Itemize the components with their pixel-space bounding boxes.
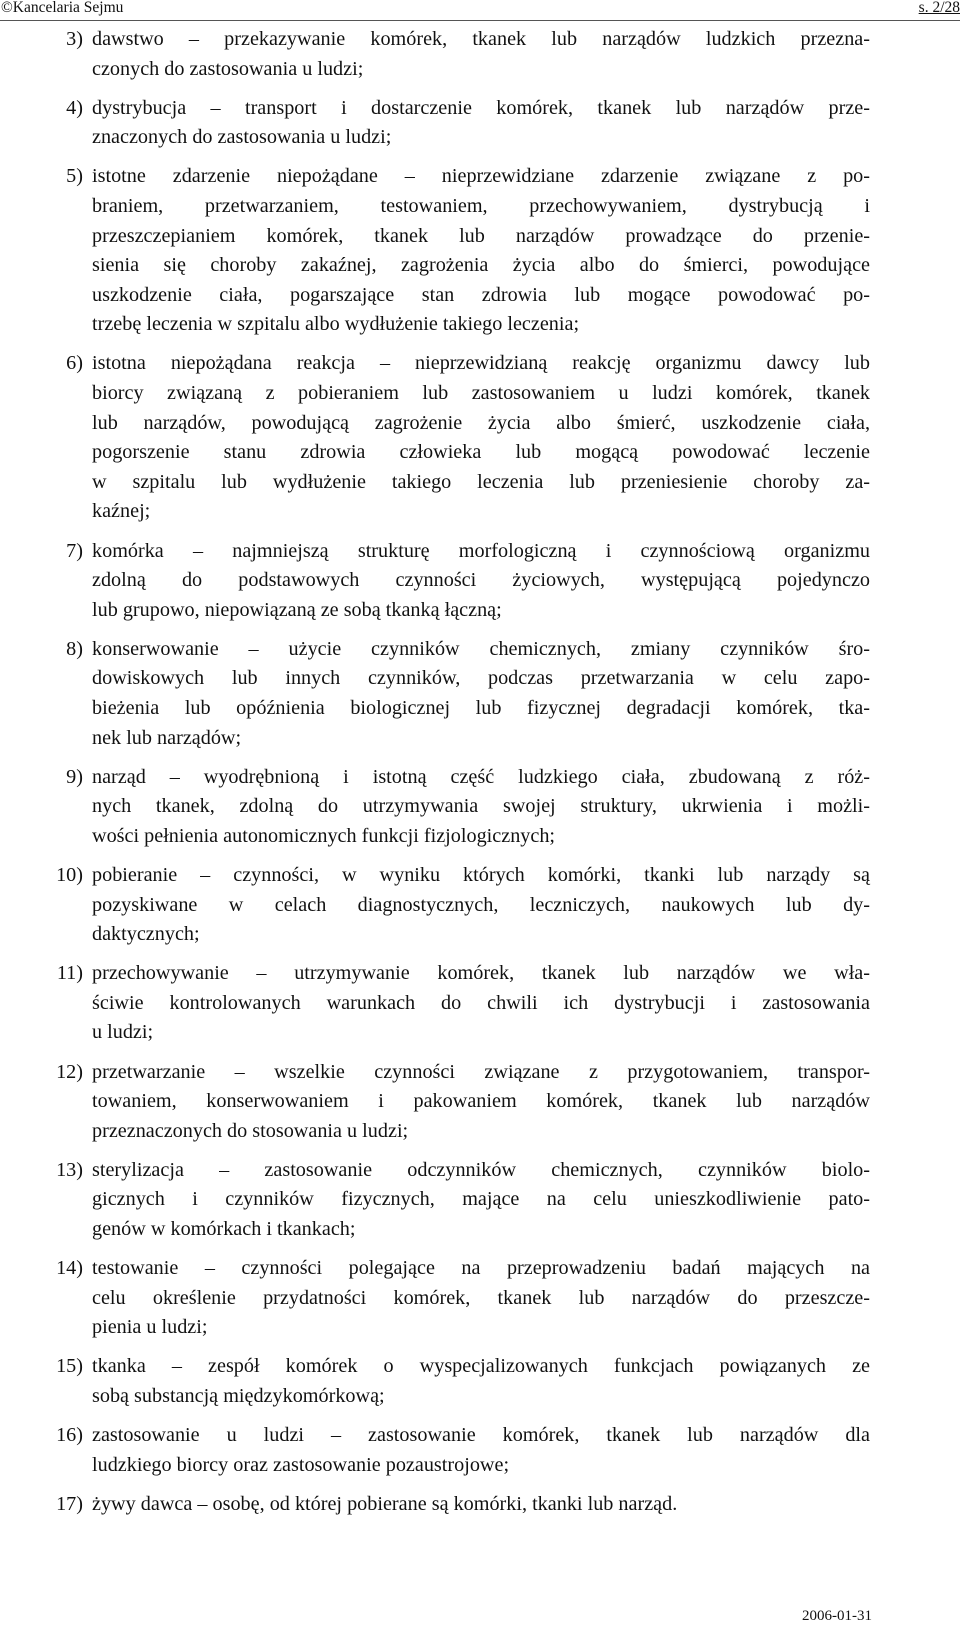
text-line: w szpitalu lub wydłużenie takiego leczenia lub przeniesienie choroby za- <box>92 470 870 493</box>
item-number: 5) <box>66 165 83 188</box>
text-line: sobą substancją międzykomórkową; <box>92 1384 385 1407</box>
definitions-list <box>0 23 960 1519</box>
text-line: pozyskiwane w celach diagnostycznych, leczniczych, naukowych lub dy- <box>92 893 870 916</box>
text-line: żywy dawca – osobę, od której pobierane są komórki, tkanki lub narząd. <box>92 1492 678 1515</box>
list-item <box>0 861 960 950</box>
item-number: 15) <box>56 1355 83 1378</box>
item-text <box>92 162 870 340</box>
text-line: gicznych i czynników fizycznych, mające na celu unieszkodliwienie pato- <box>92 1188 870 1211</box>
item-text <box>92 635 870 753</box>
document-date: 2006-01-31 <box>802 1608 872 1624</box>
text-line: dawstwo – przekazywanie komórek, tkanek lub narządów ludzkich przezna- <box>92 28 870 50</box>
item-text <box>92 861 870 950</box>
text-line: tkanka – zespół komórek o wyspecjalizowanych funkcjach powiązanych ze <box>92 1355 870 1378</box>
text-line: braniem, przetwarzaniem, testowaniem, przechowywaniem, dystrybucją i <box>92 194 870 217</box>
text-line: konserwowanie – użycie czynników chemicznych, zmiany czynników śro- <box>92 637 870 660</box>
text-line: przeszczepianiem komórek, tkanek lub narządów prowadzące do przenie- <box>92 224 870 247</box>
list-item <box>0 635 960 753</box>
text-line: pogorszenie stanu zdrowia człowieka lub mogącą powodować leczenie <box>92 441 870 464</box>
text-line: czonych do zastosowania u ludzi; <box>92 57 364 80</box>
item-text <box>92 959 870 1048</box>
text-line: biorcy związaną z pobieraniem lub zastosowaniem u ludzi komórek, tkanek <box>92 382 870 405</box>
list-item <box>0 94 960 153</box>
text-line: przechowywanie – utrzymywanie komórek, tkanek lub narządów we wła- <box>92 962 870 985</box>
text-line: nych tkanek, zdolną do utrzymywania swojej struktury, ukrwienia i możli- <box>92 795 870 818</box>
list-item <box>0 537 960 626</box>
item-number: 16) <box>56 1424 83 1447</box>
text-line: dystrybucja – transport i dostarczenie komórek, tkanek lub narządów prze- <box>92 96 870 119</box>
page-number <box>919 0 960 16</box>
list-item <box>0 1352 960 1411</box>
text-line: komórka – najmniejszą strukturę morfologiczną i czynnościową organizmu <box>92 539 870 562</box>
item-number: 11) <box>56 962 83 985</box>
text-line: uszkodzenie ciała, pogarszające stan zdrowia lub mogące powodować po- <box>92 283 870 306</box>
text-line: przetwarzanie – wszelkie czynności związane z przygotowaniem, transpor- <box>92 1060 870 1083</box>
text-line: ściwie kontrolowanych warunkach do chwili ich dystrybucji i zastosowania <box>92 991 870 1014</box>
list-item <box>0 1156 960 1245</box>
text-line: istotne zdarzenie niepożądane – nieprzewidziane zdarzenie związane z po- <box>92 165 870 188</box>
text-line: przeznaczonych do stosowania u ludzi; <box>92 1119 409 1142</box>
text-line: narząd – wyodrębnioną i istotną część ludzkiego ciała, zbudowaną z róż- <box>92 765 870 788</box>
text-line: pienia u ludzi; <box>92 1316 208 1339</box>
item-number: 7) <box>66 539 83 562</box>
item-number: 10) <box>56 863 83 886</box>
text-line: zdolną do podstawowych czynności życiowych, występującą pojedynczo <box>92 569 870 592</box>
text-line: lub grupowo, niepowiązaną ze sobą tkanką łączną; <box>92 598 502 621</box>
list-item <box>0 1254 960 1343</box>
item-text <box>92 1490 870 1520</box>
item-text <box>92 1156 870 1245</box>
item-text <box>92 94 870 153</box>
list-item <box>0 1421 960 1480</box>
text-line: genów w komórkach i tkankach; <box>92 1217 356 1240</box>
item-text <box>92 349 870 527</box>
copyright-label: ©Kancelaria Sejmu <box>1 0 124 16</box>
page-header <box>0 0 960 21</box>
item-number: 17) <box>56 1492 83 1515</box>
item-number: 14) <box>56 1257 83 1280</box>
text-line: wości pełnienia autonomicznych funkcji fizjologicznych; <box>92 824 556 847</box>
list-item <box>0 349 960 527</box>
text-line: dowiskowych lub innych czynników, podczas przetwarzania w celu zapo- <box>92 667 870 690</box>
text-line: nek lub narządów; <box>92 726 242 749</box>
item-number: 3) <box>66 28 83 50</box>
list-item <box>0 1490 960 1520</box>
text-line: u ludzi; <box>92 1021 154 1044</box>
list-item <box>0 1058 960 1147</box>
list-item <box>0 959 960 1048</box>
item-number: 9) <box>66 765 83 788</box>
text-line: pobieranie – czynności, w wyniku których komórki, tkanki lub narządy są <box>92 863 870 886</box>
list-item <box>0 25 960 84</box>
item-text <box>92 763 870 852</box>
item-text <box>92 537 870 626</box>
text-line: trzebę leczenia w szpitalu albo wydłużenie takiego leczenia; <box>92 313 580 336</box>
text-line: kaźnej; <box>92 500 151 523</box>
list-item <box>0 162 960 340</box>
item-number: 8) <box>66 637 83 660</box>
text-line: testowanie – czynności polegające na przeprowadzeniu badań mających na <box>92 1257 870 1280</box>
list-item <box>0 763 960 852</box>
text-line: towaniem, konserwowaniem i pakowaniem komórek, tkanek lub narządów <box>92 1090 870 1113</box>
item-number: 4) <box>66 96 83 119</box>
item-number: 6) <box>66 352 83 375</box>
text-line: bieżenia lub opóźnienia biologicznej lub fizycznej degradacji komórek, tka- <box>92 696 870 719</box>
item-number: 12) <box>56 1060 83 1083</box>
text-line: daktycznych; <box>92 923 200 946</box>
item-text <box>92 1421 870 1480</box>
text-line: celu określenie przydatności komórek, tkanek lub narządów do przeszcze- <box>92 1286 870 1309</box>
item-text <box>92 1058 870 1147</box>
text-line: ludzkiego biorcy oraz zastosowanie pozaustrojowe; <box>92 1453 510 1476</box>
text-line: sienia się choroby zakaźnej, zagrożenia życia albo do śmierci, powodujące <box>92 254 870 277</box>
text-line: lub narządów, powodującą zagrożenie życia albo śmierć, uszkodzenie ciała, <box>92 411 870 434</box>
page-number-label: s. 2/28 <box>918 0 960 16</box>
item-text <box>92 25 870 84</box>
text-line: znaczonych do zastosowania u ludzi; <box>92 126 392 149</box>
text-line: istotna niepożądana reakcja – nieprzewidzianą reakcję organizmu dawcy lub <box>92 352 870 375</box>
item-number: 13) <box>56 1158 83 1181</box>
text-line: zastosowanie u ludzi – zastosowanie komórek, tkanek lub narządów dla <box>92 1424 870 1447</box>
text-line: sterylizacja – zastosowanie odczynników chemicznych, czynników biolo- <box>92 1158 870 1181</box>
item-text <box>92 1254 870 1343</box>
item-text <box>92 1352 870 1411</box>
